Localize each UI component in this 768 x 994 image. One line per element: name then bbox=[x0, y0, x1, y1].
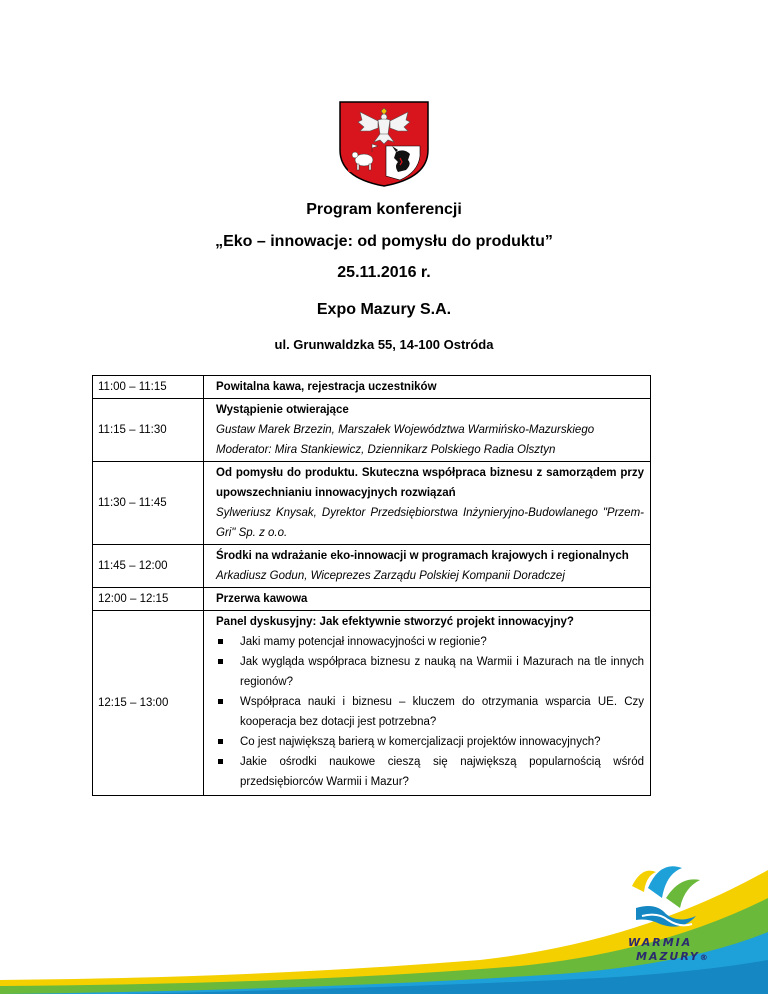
warmia-mazury-logo-icon bbox=[622, 862, 710, 932]
session-title: Środki na wdrażanie eko-innowacji w programach krajowych i regionalnych bbox=[216, 550, 629, 562]
table-row bbox=[93, 588, 651, 611]
table-row bbox=[93, 545, 651, 588]
conference-venue: Expo Mazury S.A. bbox=[316, 301, 452, 318]
time-cell: 12:00 – 12:15 bbox=[93, 588, 204, 611]
logo-text-mazury-word: MAZURY bbox=[636, 950, 700, 963]
conference-address: ul. Grunwaldzka 55, 14-100 Ostróda bbox=[274, 337, 494, 352]
time-cell: 11:15 – 11:30 bbox=[93, 399, 204, 462]
session-speaker: Arkadiusz Godun, Wiceprezes Zarządu Polskiej Kompanii Doradczej bbox=[216, 570, 565, 582]
time-cell: 11:45 – 12:00 bbox=[93, 545, 204, 588]
session-cell bbox=[204, 611, 651, 796]
session-cell bbox=[204, 545, 651, 588]
table-row bbox=[93, 376, 651, 399]
session-title: Wystąpienie otwierające bbox=[216, 404, 349, 416]
session-speaker: Sylweriusz Knysak, Dyrektor Przedsiębiorstwa Inżynieryjno-Budowlanego "Przem-Gri" Sp. z o.o. bbox=[216, 507, 644, 539]
conference-date: 25.11.2016 r. bbox=[337, 264, 431, 281]
program-title: Program konferencji bbox=[306, 201, 462, 218]
session-speaker: Gustaw Marek Brzezin, Marszałek Województwa Warmińsko-Mazurskiego bbox=[216, 424, 595, 436]
list-item: Współpraca nauki i biznesu – kluczem do otrzymania wsparcia UE. Czy kooperacja bez dotacji jest potrzebna? bbox=[216, 692, 644, 732]
list-item: Jak wygląda współpraca biznesu z nauką na Warmii i Mazurach na tle innych regionów? bbox=[216, 652, 644, 692]
schedule-table bbox=[92, 375, 651, 796]
logo-text-warmia: WARMIA bbox=[628, 936, 693, 949]
conference-name: „Eko – innowacje: od pomysłu do produktu” bbox=[215, 233, 553, 250]
table-row bbox=[93, 399, 651, 462]
list-item: Jakie ośrodki naukowe cieszą się największą popularnością wśród przedsiębiorców Warmii i Mazur? bbox=[216, 752, 644, 792]
list-item: Co jest największą barierą w komercjalizacji projektów innowacyjnych? bbox=[216, 732, 644, 752]
time-cell: 12:15 – 13:00 bbox=[93, 611, 204, 796]
time-cell: 11:00 – 11:15 bbox=[93, 376, 204, 399]
session-title: Panel dyskusyjny: Jak efektywnie stworzyć projekt innowacyjny? bbox=[216, 616, 574, 628]
session-title: Od pomysłu do produktu. Skuteczna współpraca biznesu z samorządem przy upowszechnianiu innowacyjnych rozwiązań bbox=[216, 467, 644, 499]
list-item: Jaki mamy potencjał innowacyjności w regionie? bbox=[216, 632, 644, 652]
table-row bbox=[93, 611, 651, 796]
time-cell: 11:30 – 11:45 bbox=[93, 462, 204, 545]
registered-mark: ® bbox=[699, 953, 708, 962]
session-title: Przerwa kawowa bbox=[204, 588, 651, 611]
session-title: Powitalna kawa, rejestracja uczestników bbox=[204, 376, 651, 399]
logo-text-mazury bbox=[636, 950, 726, 963]
panel-topics-list bbox=[216, 632, 644, 794]
session-cell bbox=[204, 462, 651, 545]
session-cell bbox=[204, 399, 651, 462]
table-row bbox=[93, 462, 651, 545]
session-moderator: Moderator: Mira Stankiewicz, Dziennikarz Polskiego Radia Olsztyn bbox=[216, 444, 556, 456]
coat-of-arms-image bbox=[338, 100, 430, 188]
